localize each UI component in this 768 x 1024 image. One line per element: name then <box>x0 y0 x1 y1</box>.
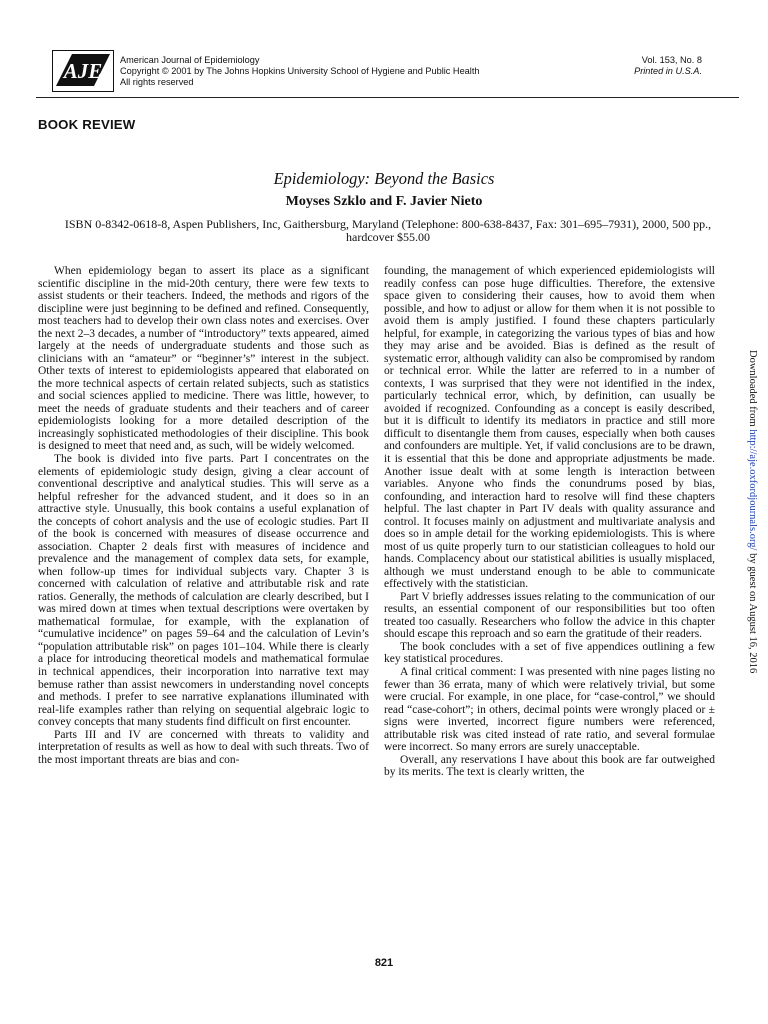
paragraph: The book concludes with a set of five appendices outlining a few key statistical procedures. <box>384 640 715 666</box>
header-divider <box>36 97 739 98</box>
journal-info <box>120 55 480 89</box>
volume-info <box>634 55 702 77</box>
section-label: BOOK REVIEW <box>38 117 136 132</box>
journal-logo <box>52 50 114 92</box>
aje-logo-icon <box>52 50 114 92</box>
book-authors: Moyses Szklo and F. Javier Nieto <box>285 194 483 209</box>
download-note-suffix: by guest on August 16, 2016 <box>747 550 758 674</box>
paragraph: The book is divided into five parts. Part I concentrates on the elements of epidemiologic study design, giving a clear account of conventional descriptive and analytical studies. This will serve as a helpful refresher for the advanced student, and it does so in an attractive style. Unusually, this book contains a useful explanation of the concepts of cohort analysis and the use of ecologic studies. Part II of the book is concerned with measures of disease occurrence and association. Chapter 2 deals first with measures of incidence and prevalence and the management of complex data sets, for example, when follow-up times for individual subjects vary. Chapter 3 is concerned with calculation of relative and attributable risk and rate ratios. Generally, the methods of calculation are clearly described, but I was mired down at times when textual descriptions were overtaken by mathematical formulae, for example, with the explanation of “cumulative incidence” on pages 59–64 and the calculation of Levin’s “population attributable risk” on pages 101–104. While there is clearly a place for introducing theoretical models and mathematical formulae in technical appendices, their incorporation into narrative text may bemuse rather than assist newcomers in understanding novel concepts and methods. I prefer to see narrative explanations illuminated with real-life examples rather than relying on sequential algebraic logic to convey concepts that many students find difficult on first encounter. <box>38 452 369 729</box>
page-number: 821 <box>374 957 394 969</box>
paragraph: Overall, any reservations I have about this book are far outweighed by its merits. The text is clearly written, the <box>384 753 715 779</box>
left-column <box>38 265 369 766</box>
journal-link[interactable]: http://aje.oxfordjournals.org/ <box>747 429 758 551</box>
paragraph: A final critical comment: I was presented with nine pages listing no fewer than 36 errata, many of which were relatively trivial, but some were crucial. For example, in one place, for “case-control,” we should read “case-cohort”; in others, decimal points were wrongly placed or ± signs were inverted, incorrect figure numbers were referenced, attributable risk was cited instead of rate ratio, and several formulae were incorrect. So many errors are surely unacceptable. <box>384 666 715 754</box>
book-title: Epidemiology: Beyond the Basics <box>273 169 495 188</box>
paragraph: Part V briefly addresses issues relating to the communication of our results, an essential component of our responsibilities but too often treated too casually. Researchers who follow the advice in this chapter should escape this reproach and so earn the gratitude of their readers. <box>384 590 715 641</box>
paragraph-continuation: founding, the management of which experienced epidemiologists will readily confess can pose huge difficulties. Therefore, the extensive space given to considering their causes, how to avoid them when possible, and how to adjust or allow for them when it is not possible to avoid them is amply justified. I found these chapters particularly helpful, for example, in categorizing the various types of bias and how they may arise and be avoided. Bias is defined as the result of systematic error, although validity can also be compromised by random or technical error. While the latter are referred to in a number of contexts, I was surprised that they were not identified in the index, particularly technical error, which, by definition, can usually be avoided if recognized. Confounding as a concept is easily described, but it is difficult to identify its mediators in practice and still more difficult to disentangle them from causes, especially when both causes and confounders are multiple. Yet, if valid conclusions are to be drawn, it is essential that this be done and appropriate adjustments be made. Another issue dealt with at some length is interaction between variables. Anyone who finds the conundrums posed by bias, confounding, and interaction hard to resolve will find these chapters helpful. The last chapter in Part IV deals with quality assurance and control. It focuses mainly on adjustment and multivariate analysis and does so in ample detail for the working epidemiologists. This is where most of us quite properly turn to our statistician colleagues to hold our hands. Complacency about our statistical abilities is usually misplaced, although we must understand enough to be able to communicate effectively with the statistician. <box>384 265 715 591</box>
download-note <box>747 350 758 673</box>
volume-number: Vol. 153, No. 8 <box>641 55 702 65</box>
copyright-line: Copyright © 2001 by The Johns Hopkins University School of Hygiene and Public Health <box>120 66 480 77</box>
paragraph: When epidemiology began to assert its place as a significant scientific discipline in the mid-20th century, there were few texts to assist students or their teachers. Indeed, the methods and rigors of the discipline were just beginning to be defined and refined. Consequently, most teachers had to develop their own class notes and exercises. Over the next 2–3 decades, a number of “introductory” texts appeared, aimed largely at the needs of undergraduate students and those such as clinicians with an “amateur” or “beginner’s” interest in the subject. Other texts of interest to epidemiologists appeared that elaborated on the more technical aspects of certain related subjects, such as statistics and social sciences applied to medicine. There was little, however, to meet the needs of graduate students and their teachers and of career epidemiologists looking for a more detailed description of the increasingly sophisticated methodologies of their discipline. This book is designed to meet that need and, as such, will be widely welcomed. <box>38 265 369 453</box>
printed-in: Printed in U.S.A. <box>634 66 702 77</box>
book-publication-details: ISBN 0-8342-0618-8, Aspen Publishers, Inc, Gaithersburg, Maryland (Telephone: 800-638-8437, Fax: 301–695–7931), 2000, 500 pp., hardcover $55.00 <box>64 217 712 244</box>
download-note-prefix: Downloaded from <box>747 350 758 430</box>
journal-name: American Journal of Epidemiology <box>120 55 260 65</box>
right-column <box>384 265 715 779</box>
paragraph: Parts III and IV are concerned with threats to validity and interpretation of results as well as how to deal with such threats. Two of the most important threats are bias and con- <box>38 728 369 766</box>
rights-line: All rights reserved <box>120 77 194 88</box>
logo-text: AJE <box>63 59 103 83</box>
